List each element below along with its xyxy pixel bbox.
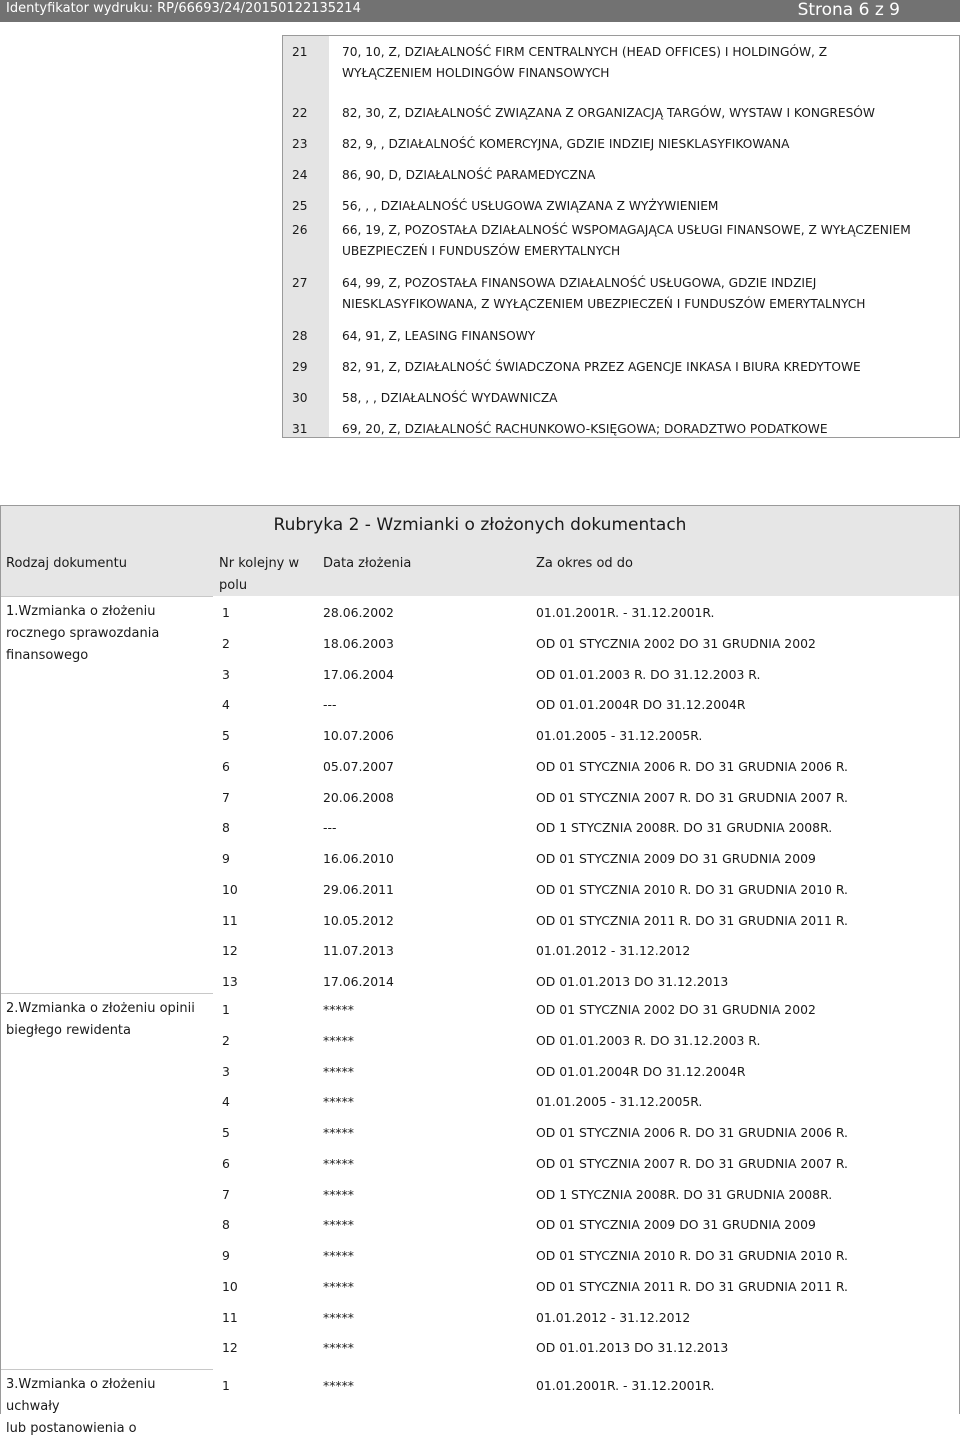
document-type-label-line: 2.Wzmianka o złożeniu opinii xyxy=(6,1001,195,1016)
group-annual-report-label-cell xyxy=(1,596,213,994)
activity-number: 29 xyxy=(292,360,308,374)
row-field-number: 7 xyxy=(222,1186,230,1202)
activity-description-line: 70, 10, Z, DZIAŁALNOŚĆ FIRM CENTRALNYCH (HEAD OFFICES) I HOLDINGÓW, Z xyxy=(342,45,828,59)
row-period: OD 01 STYCZNIA 2007 R. DO 31 GRUDNIA 2007 R. xyxy=(536,1155,848,1171)
row-filing-date: 29.06.2011 xyxy=(323,881,394,897)
row-period: OD 01 STYCZNIA 2009 DO 31 GRUDNIA 2009 xyxy=(536,851,816,866)
row-period: OD 01 STYCZNIA 2010 R. DO 31 GRUDNIA 2010 R. xyxy=(536,881,848,897)
row-filing-date: ***** xyxy=(323,1063,354,1079)
row-period: OD 01.01.2003 R. DO 31.12.2003 R. xyxy=(536,1032,761,1048)
row-period: OD 01 STYCZNIA 2002 DO 31 GRUDNIA 2002 xyxy=(536,635,816,651)
activity-description-line: 82, 91, Z, DZIAŁALNOŚĆ ŚWIADCZONA PRZEZ AGENCJE INKASA I BIURA KREDYTOWE xyxy=(342,360,861,374)
activity-description-line: 64, 91, Z, LEASING FINANSOWY xyxy=(342,329,536,343)
activity-description xyxy=(342,273,952,315)
activity-number: 27 xyxy=(292,276,308,290)
row-period: OD 1 STYCZNIA 2008R. DO 31 GRUDNIA 2008R. xyxy=(536,820,833,836)
document-type-label xyxy=(6,601,211,667)
row-filing-date: 10.05.2012 xyxy=(323,912,394,928)
row-field-number: 11 xyxy=(222,1309,238,1325)
document-type-label-line: biegłego rewidenta xyxy=(6,1023,131,1038)
section-title: Rubryka 2 - Wzmianki o złożonych dokumentach xyxy=(273,515,687,535)
row-filing-date: 17.06.2014 xyxy=(323,974,394,989)
activity-description-line: 56, , , DZIAŁALNOŚĆ USŁUGOWA ZWIĄZANA Z WYŻYWIENIEM xyxy=(342,199,719,213)
row-field-number: 11 xyxy=(222,912,238,928)
header-field-no-line: polu xyxy=(219,578,248,593)
activity-number: 30 xyxy=(292,391,308,405)
row-period: OD 01 STYCZNIA 2010 R. DO 31 GRUDNIA 2010 R. xyxy=(536,1248,848,1263)
activity-description-line: WYŁĄCZENIEM HOLDINGÓW FINANSOWYCH xyxy=(342,66,610,80)
row-period: OD 01 STYCZNIA 2007 R. DO 31 GRUDNIA 2007 R. xyxy=(536,789,848,805)
print-identifier: Identyfikator wydruku: RP/66693/24/20150122135214 xyxy=(6,1,361,16)
activities-table xyxy=(282,35,960,438)
activity-description xyxy=(342,326,952,347)
row-field-number: 5 xyxy=(222,1125,230,1140)
row-field-number: 9 xyxy=(222,851,230,866)
row-filing-date: 17.06.2004 xyxy=(323,666,394,682)
row-period: OD 01 STYCZNIA 2011 R. DO 31 GRUDNIA 2011 R. xyxy=(536,1278,848,1294)
activity-description-line: 69, 20, Z, DZIAŁALNOŚĆ RACHUNKOWO-KSIĘGOWA; DORADZTWO PODATKOWE xyxy=(342,422,828,436)
document-type-label-line: rocznego sprawozdania xyxy=(6,626,160,641)
row-filing-date: --- xyxy=(323,697,337,713)
document-type-label-line: lub postanowienia o xyxy=(6,1421,137,1436)
row-field-number: 10 xyxy=(222,881,238,897)
row-period: 01.01.2001R. - 31.12.2001R. xyxy=(536,1378,715,1393)
activity-number: 22 xyxy=(292,106,308,120)
row-field-number: 12 xyxy=(222,1340,238,1356)
document-type-label xyxy=(6,1374,211,1440)
group-auditor-opinion-label-cell xyxy=(1,993,213,1370)
row-period: OD 01 STYCZNIA 2006 R. DO 31 GRUDNIA 2006 R. xyxy=(536,758,848,774)
row-field-number: 13 xyxy=(222,974,238,989)
activity-description-line: 66, 19, Z, POZOSTAŁA DZIAŁALNOŚĆ WSPOMAGAJĄCA USŁUGI FINANSOWE, Z WYŁĄCZENIEM xyxy=(342,223,911,237)
row-field-number: 3 xyxy=(222,1063,230,1079)
row-filing-date: ***** xyxy=(323,1155,354,1171)
activity-description xyxy=(342,220,952,262)
activity-number: 31 xyxy=(292,422,308,436)
row-filing-date: ***** xyxy=(323,1032,354,1048)
row-period: 01.01.2012 - 31.12.2012 xyxy=(536,943,691,959)
row-field-number: 1 xyxy=(222,1378,230,1393)
row-filing-date: ***** xyxy=(323,1186,354,1202)
group-resolution-label-cell xyxy=(1,1369,213,1436)
row-field-number: 1 xyxy=(222,605,230,620)
header-date: Data złożenia xyxy=(323,556,412,571)
row-field-number: 10 xyxy=(222,1278,238,1294)
activity-number: 25 xyxy=(292,199,308,213)
activity-description-line: UBEZPIECZEŃ I FUNDUSZÓW EMERYTALNYCH xyxy=(342,244,621,258)
row-field-number: 2 xyxy=(222,635,230,651)
row-field-number: 9 xyxy=(222,1248,230,1263)
activity-description xyxy=(342,103,952,124)
row-filing-date: 10.07.2006 xyxy=(323,728,394,743)
activity-description xyxy=(342,196,952,217)
row-filing-date: 05.07.2007 xyxy=(323,758,394,774)
row-filing-date: ***** xyxy=(323,1378,354,1393)
row-filing-date: ***** xyxy=(323,1094,354,1110)
row-filing-date: 16.06.2010 xyxy=(323,851,394,866)
row-filing-date: 11.07.2013 xyxy=(323,943,394,959)
row-period: OD 1 STYCZNIA 2008R. DO 31 GRUDNIA 2008R. xyxy=(536,1186,833,1202)
row-filing-date: ***** xyxy=(323,1217,354,1233)
row-field-number: 4 xyxy=(222,1094,230,1110)
header-period: Za okres od do xyxy=(536,556,633,571)
row-filing-date: ***** xyxy=(323,1002,354,1017)
row-period: 01.01.2001R. - 31.12.2001R. xyxy=(536,605,715,620)
document-type-label xyxy=(6,998,211,1042)
row-field-number: 12 xyxy=(222,943,238,959)
activity-description-line: 82, 9, , DZIAŁALNOŚĆ KOMERCYJNA, GDZIE INDZIEJ NIESKLASYFIKOWANA xyxy=(342,137,790,151)
page-indicator: Strona 6 z 9 xyxy=(797,0,900,20)
activity-description-line: 64, 99, Z, POZOSTAŁA FINANSOWA DZIAŁALNOŚĆ USŁUGOWA, GDZIE INDZIEJ xyxy=(342,276,817,290)
row-field-number: 6 xyxy=(222,758,230,774)
document-type-label-line: 3.Wzmianka o złożeniu uchwały xyxy=(6,1377,156,1414)
row-filing-date: ***** xyxy=(323,1248,354,1263)
row-period: OD 01.01.2004R DO 31.12.2004R xyxy=(536,1063,746,1079)
header-field-no-line: Nr kolejny w xyxy=(219,556,300,571)
row-filing-date: 20.06.2008 xyxy=(323,789,394,805)
header-doc-type: Rodzaj dokumentu xyxy=(6,556,127,571)
row-period: OD 01.01.2013 DO 31.12.2013 xyxy=(536,1340,729,1356)
row-period: 01.01.2012 - 31.12.2012 xyxy=(536,1309,691,1325)
row-field-number: 8 xyxy=(222,1217,230,1233)
activity-description-line: NIESKLASYFIKOWANA, Z WYŁĄCZENIEM UBEZPIECZEŃ I FUNDUSZÓW EMERYTALNYCH xyxy=(342,297,866,311)
activity-description-line: 82, 30, Z, DZIAŁALNOŚĆ ZWIĄZANA Z ORGANIZACJĄ TARGÓW, WYSTAW I KONGRESÓW xyxy=(342,106,875,120)
row-filing-date: ***** xyxy=(323,1309,354,1325)
activity-description xyxy=(342,388,952,409)
document-type-label-line: 1.Wzmianka o złożeniu xyxy=(6,604,156,619)
row-period: 01.01.2005 - 31.12.2005R. xyxy=(536,1094,703,1110)
activity-description xyxy=(342,165,952,186)
activity-number: 21 xyxy=(292,45,308,59)
activity-number: 28 xyxy=(292,329,308,343)
row-filing-date: ***** xyxy=(323,1278,354,1294)
documents-section xyxy=(0,505,960,1436)
row-field-number: 5 xyxy=(222,728,230,743)
activity-description-line: 86, 90, D, DZIAŁALNOŚĆ PARAMEDYCZNA xyxy=(342,168,596,182)
activity-description-line: 58, , , DZIAŁALNOŚĆ WYDAWNICZA xyxy=(342,391,558,405)
row-field-number: 7 xyxy=(222,789,230,805)
row-filing-date: ***** xyxy=(323,1125,354,1140)
activity-description xyxy=(342,134,952,155)
header-field-no xyxy=(219,553,299,597)
print-header-bar xyxy=(0,0,960,22)
row-field-number: 6 xyxy=(222,1155,230,1171)
row-field-number: 8 xyxy=(222,820,230,836)
row-filing-date: ***** xyxy=(323,1340,354,1356)
row-period: OD 01 STYCZNIA 2006 R. DO 31 GRUDNIA 2006 R. xyxy=(536,1125,848,1140)
row-period: 01.01.2005 - 31.12.2005R. xyxy=(536,728,703,743)
activity-number: 23 xyxy=(292,137,308,151)
row-period: OD 01.01.2003 R. DO 31.12.2003 R. xyxy=(536,666,761,682)
activity-description xyxy=(342,419,952,440)
activity-description xyxy=(342,42,952,84)
row-period: OD 01 STYCZNIA 2011 R. DO 31 GRUDNIA 2011 R. xyxy=(536,912,848,928)
activity-number: 26 xyxy=(292,223,308,237)
row-filing-date: 28.06.2002 xyxy=(323,605,394,620)
row-field-number: 4 xyxy=(222,697,230,713)
row-period: OD 01.01.2004R DO 31.12.2004R xyxy=(536,697,746,713)
row-filing-date: --- xyxy=(323,820,337,836)
row-period: OD 01.01.2013 DO 31.12.2013 xyxy=(536,974,729,989)
row-field-number: 3 xyxy=(222,666,230,682)
row-period: OD 01 STYCZNIA 2002 DO 31 GRUDNIA 2002 xyxy=(536,1002,816,1017)
activity-number: 24 xyxy=(292,168,308,182)
row-filing-date: 18.06.2003 xyxy=(323,635,394,651)
document-type-label-line: finansowego xyxy=(6,648,89,663)
row-field-number: 1 xyxy=(222,1002,230,1017)
activity-description xyxy=(342,357,952,378)
row-field-number: 2 xyxy=(222,1032,230,1048)
row-period: OD 01 STYCZNIA 2009 DO 31 GRUDNIA 2009 xyxy=(536,1217,816,1233)
